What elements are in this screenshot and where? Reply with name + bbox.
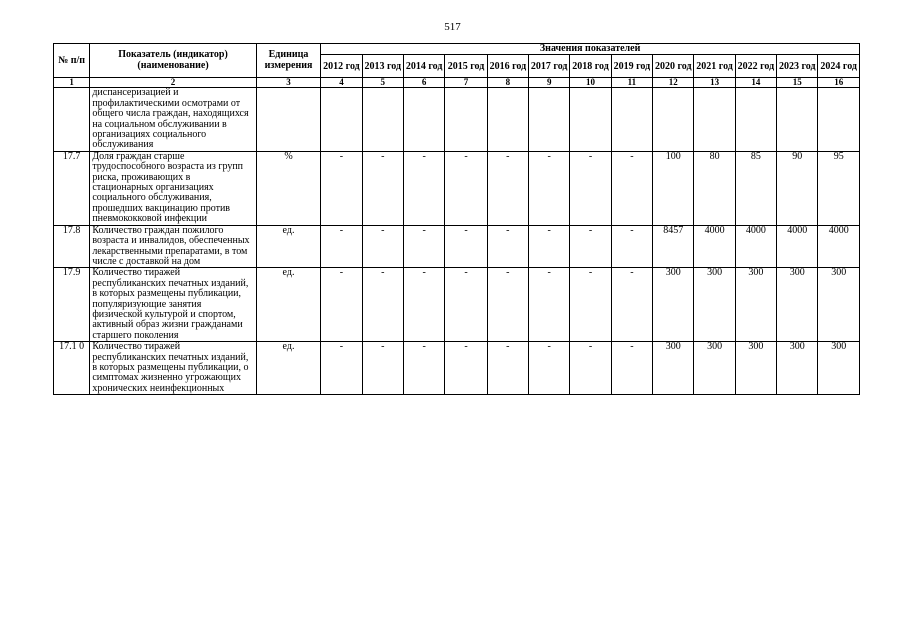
value-cell: - xyxy=(487,151,528,225)
value-cell xyxy=(777,88,818,151)
column-number: 1 xyxy=(54,78,90,88)
header-year: 2015 год xyxy=(445,55,487,78)
value-cell: 300 xyxy=(694,268,735,342)
table-body xyxy=(54,88,860,395)
table-row xyxy=(54,88,860,151)
value-cell xyxy=(445,88,487,151)
indicator-cell: Доля граждан старше трудоспособного возраста из групп риска, проживающих в стационарных организациях социального обслуживания, прошедших вакцинацию против пневмококковой инфекции xyxy=(90,151,256,225)
value-cell xyxy=(653,88,694,151)
value-cell: - xyxy=(403,342,444,395)
header-year: 2022 год xyxy=(735,55,776,78)
column-number: 5 xyxy=(362,78,403,88)
value-cell: 4000 xyxy=(694,225,735,268)
header-year: 2020 год xyxy=(653,55,694,78)
value-cell: - xyxy=(362,225,403,268)
value-cell: 90 xyxy=(777,151,818,225)
header-year: 2019 год xyxy=(611,55,652,78)
value-cell: 85 xyxy=(735,151,776,225)
value-cell: - xyxy=(611,342,652,395)
value-cell: - xyxy=(321,342,362,395)
column-number: 2 xyxy=(90,78,256,88)
value-cell: - xyxy=(570,225,611,268)
value-cell: 300 xyxy=(735,342,776,395)
value-cell: 4000 xyxy=(735,225,776,268)
header-year: 2023 год xyxy=(777,55,818,78)
value-cell: - xyxy=(403,268,444,342)
unit-cell: % xyxy=(256,151,321,225)
value-cell: - xyxy=(321,151,362,225)
column-number: 10 xyxy=(570,78,611,88)
indicator-cell: диспансеризацией и профилактическими осмотрами от общего числа граждан, находящихся на социальном обслуживании в организациях социального обслуживания xyxy=(90,88,256,151)
column-number: 4 xyxy=(321,78,362,88)
table-row xyxy=(54,225,860,268)
value-cell: - xyxy=(611,268,652,342)
value-cell xyxy=(529,88,570,151)
indicator-cell: Количество тиражей республиканских печатных изданий, в которых размещены публикации, популяризующие занятия физической культурой и спортом, активный образ жизни гражданами старшего поколения xyxy=(90,268,256,342)
value-cell: - xyxy=(403,151,444,225)
value-cell: - xyxy=(321,268,362,342)
header-year: 2018 год xyxy=(570,55,611,78)
value-cell: 95 xyxy=(818,151,860,225)
value-cell: - xyxy=(529,268,570,342)
row-number: 17.7 xyxy=(54,151,90,225)
value-cell: - xyxy=(570,342,611,395)
value-cell: - xyxy=(445,268,487,342)
header-num: № п/п xyxy=(54,44,90,78)
value-cell: - xyxy=(487,342,528,395)
indicator-cell: Количество тиражей республиканских печатных изданий, в которых размещены публикации, о симптомах жизненно угрожающих хронических неинфекционных xyxy=(90,342,256,395)
column-number: 8 xyxy=(487,78,528,88)
value-cell: - xyxy=(445,151,487,225)
value-cell: 300 xyxy=(818,342,860,395)
column-number: 3 xyxy=(256,78,321,88)
value-cell: 300 xyxy=(818,268,860,342)
indicators-table xyxy=(53,43,860,395)
value-cell: - xyxy=(362,342,403,395)
column-number: 11 xyxy=(611,78,652,88)
column-number: 7 xyxy=(445,78,487,88)
header-year: 2014 год xyxy=(403,55,444,78)
value-cell: - xyxy=(445,225,487,268)
column-number: 15 xyxy=(777,78,818,88)
column-number: 16 xyxy=(818,78,860,88)
value-cell: 4000 xyxy=(777,225,818,268)
header-year: 2013 год xyxy=(362,55,403,78)
value-cell: - xyxy=(529,225,570,268)
value-cell xyxy=(321,88,362,151)
column-number: 9 xyxy=(529,78,570,88)
header-year: 2012 год xyxy=(321,55,362,78)
header-indicator: Показатель (индикатор) (наименование) xyxy=(90,44,256,78)
value-cell: - xyxy=(529,151,570,225)
row-number: 17.8 xyxy=(54,225,90,268)
value-cell: - xyxy=(487,225,528,268)
value-cell: - xyxy=(321,225,362,268)
header-year: 2016 год xyxy=(487,55,528,78)
unit-cell: ед. xyxy=(256,342,321,395)
value-cell: - xyxy=(487,268,528,342)
value-cell: 8457 xyxy=(653,225,694,268)
value-cell xyxy=(487,88,528,151)
table-row xyxy=(54,151,860,225)
value-cell xyxy=(362,88,403,151)
page-number: 517 xyxy=(444,21,461,33)
value-cell: - xyxy=(611,151,652,225)
value-cell: 4000 xyxy=(818,225,860,268)
unit-cell: ед. xyxy=(256,268,321,342)
value-cell: - xyxy=(403,225,444,268)
value-cell: - xyxy=(570,151,611,225)
value-cell: 300 xyxy=(777,342,818,395)
value-cell xyxy=(694,88,735,151)
value-cell: 300 xyxy=(694,342,735,395)
value-cell xyxy=(735,88,776,151)
header-values-group: Значения показателей xyxy=(321,44,860,55)
unit-cell xyxy=(256,88,321,151)
value-cell: 100 xyxy=(653,151,694,225)
column-number: 13 xyxy=(694,78,735,88)
value-cell: - xyxy=(362,268,403,342)
value-cell: 300 xyxy=(735,268,776,342)
value-cell: - xyxy=(611,225,652,268)
table-row xyxy=(54,342,860,395)
value-cell: - xyxy=(570,268,611,342)
value-cell: - xyxy=(362,151,403,225)
value-cell: 300 xyxy=(653,268,694,342)
value-cell: - xyxy=(445,342,487,395)
value-cell: 300 xyxy=(777,268,818,342)
indicator-cell: Количество граждан пожилого возраста и инвалидов, обеспеченных лекарственными препаратами, в том числе с доставкой на дом xyxy=(90,225,256,268)
table-row xyxy=(54,268,860,342)
header-year: 2021 год xyxy=(694,55,735,78)
row-number: 17.1 0 xyxy=(54,342,90,395)
value-cell xyxy=(570,88,611,151)
row-number xyxy=(54,88,90,151)
row-number: 17.9 xyxy=(54,268,90,342)
header-year: 2024 год xyxy=(818,55,860,78)
value-cell xyxy=(403,88,444,151)
value-cell xyxy=(818,88,860,151)
value-cell: 300 xyxy=(653,342,694,395)
column-number: 12 xyxy=(653,78,694,88)
value-cell: - xyxy=(529,342,570,395)
column-number: 14 xyxy=(735,78,776,88)
header-unit: Единица измерения xyxy=(256,44,321,78)
value-cell xyxy=(611,88,652,151)
value-cell: 80 xyxy=(694,151,735,225)
unit-cell: ед. xyxy=(256,225,321,268)
header-year: 2017 год xyxy=(529,55,570,78)
column-number: 6 xyxy=(403,78,444,88)
